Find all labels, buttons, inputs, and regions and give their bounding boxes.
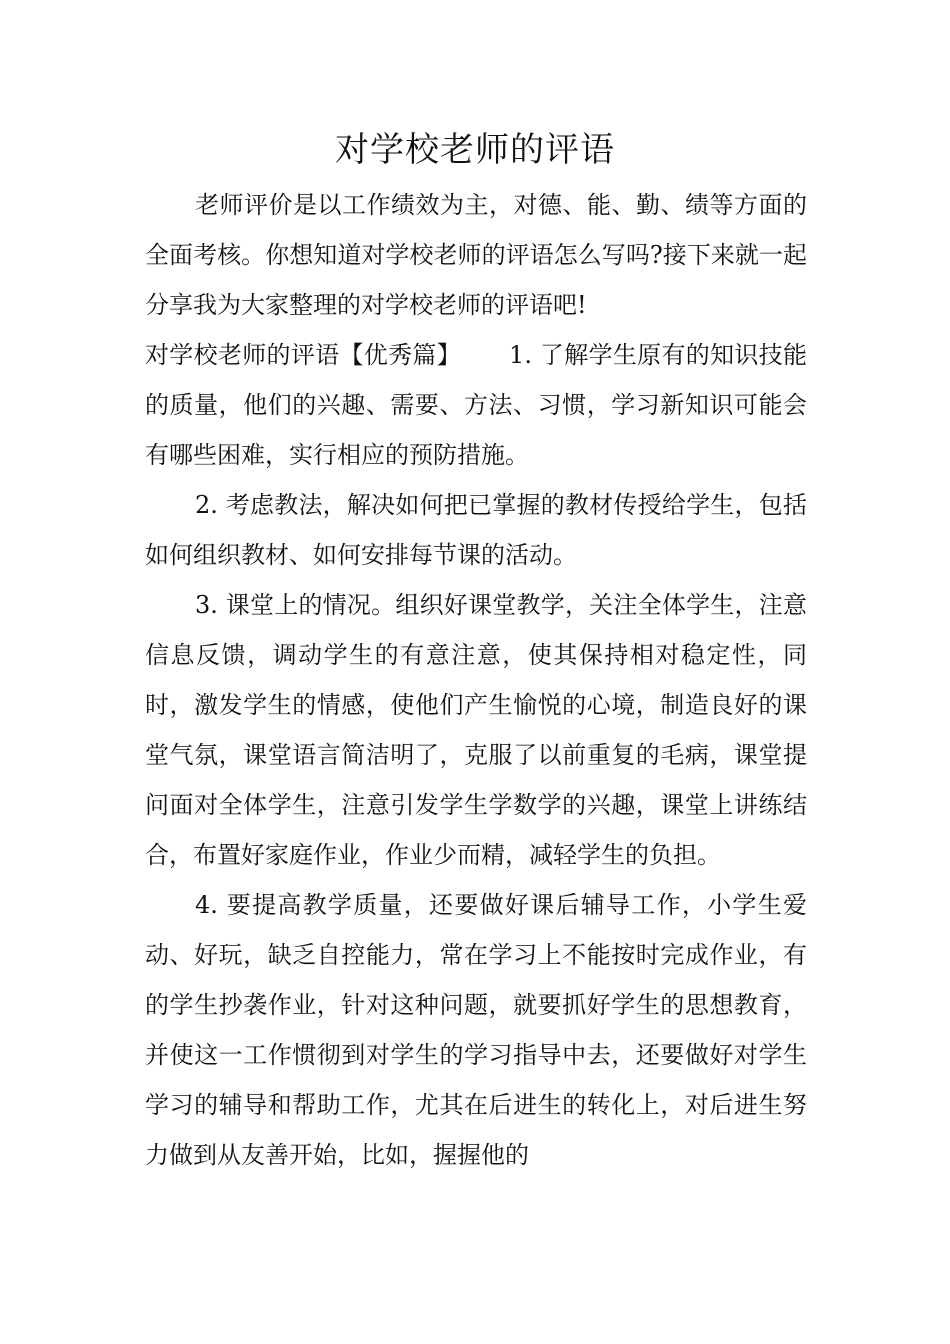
document-title: 对学校老师的评语 [335,130,615,170]
item-3-paragraph: 3. 课堂上的情况。组织好课堂教学，关注全体学生，注意信息反馈，调动学生的有意注意，使其保持相对稳定性，同时，激发学生的情感，使他们产生愉悦的心境，制造良好的课堂气氛，课堂语言简洁明了，克服了以前重复的毛病，课堂提问面对全体学生，注意引发学生学数学的兴趣，课堂上讲练结合，布置好家庭作业，作业少而精，减轻学生的负担。 [145,591,807,869]
intro-paragraph: 老师评价是以工作绩效为主，对德、能、勤、绩等方面的全面考核。你想知道对学校老师的评语怎么写吗?接下来就一起分享我为大家整理的对学校老师的评语吧! [145,191,807,319]
item-2-paragraph: 2. 考虑教法，解决如何把已掌握的教材传授给学生，包括如何组织教材、如何安排每节课的活动。 [145,491,807,569]
section-heading: 对学校老师的评语【优秀篇】 [145,341,462,369]
document-body [145,180,807,1180]
item-4-paragraph: 4. 要提高教学质量，还要做好课后辅导工作，小学生爱动、好玩，缺乏自控能力，常在学习上不能按时完成作业，有的学生抄袭作业，针对这种问题，就要抓好学生的思想教育，并使这一工作惯彻到对学生的学习指导中去，还要做好对学生学习的辅导和帮助工作，尤其在后进生的转化上，对后进生努力做到从友善开始，比如，握握他的 [145,891,807,1169]
section-paragraph [145,330,807,480]
item-1-text: 1. 了解学生原有的知识技能的质量，他们的兴趣、需要、方法、习惯，学习新知识可能会有哪些困难，实行相应的预防措施。 [145,341,807,469]
